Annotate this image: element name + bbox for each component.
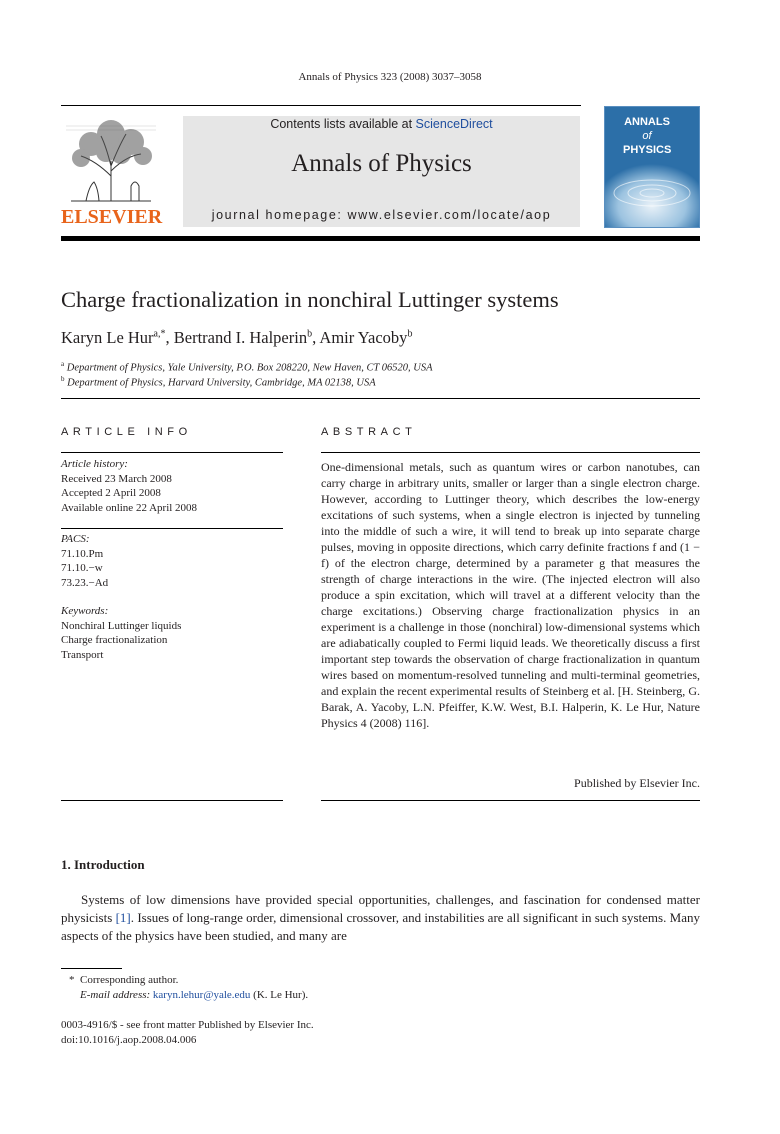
contents-prefix: Contents lists available at: [270, 117, 416, 131]
contents-line: [183, 117, 580, 131]
footnote-mark: *: [69, 974, 75, 986]
abstract-rule: [321, 452, 700, 453]
footnote: [61, 973, 308, 1003]
intro-text-end: . Issues of long-range order, dimensional crossover, and instabilities are all significant in such systems. Many aspects of the physics have been studied, and many are: [61, 910, 700, 943]
corresponding-author: Corresponding author.: [80, 974, 179, 986]
author-affiliation-mark[interactable]: b: [307, 328, 313, 340]
cover-title: [623, 115, 671, 157]
cover-title-line1: ANNALS: [624, 116, 670, 128]
author-affiliation-mark[interactable]: a,*: [153, 328, 166, 340]
affiliation-mark: b: [61, 375, 65, 383]
pacs-code: 73.23.−Ad: [61, 576, 109, 589]
pacs-code: 71.10.Pm: [61, 547, 104, 560]
affiliation-text: Department of Physics, Harvard University, Cambridge, MA 02138, USA: [67, 377, 376, 389]
article-info-bottom-rule: [61, 800, 283, 801]
email-suffix: (K. Le Hur).: [250, 989, 309, 1001]
author-name[interactable]: Bertrand I. Halperin: [173, 328, 308, 347]
keywords-block: [61, 604, 283, 662]
history-received: Received 23 March 2008: [61, 472, 172, 485]
cover-title-line3: PHYSICS: [623, 144, 672, 156]
author-separator: ,: [312, 328, 320, 347]
abstract-bottom-rule: [321, 800, 700, 801]
article-info-heading: ARTICLE INFO: [61, 426, 192, 438]
journal-homepage[interactable]: journal homepage: www.elsevier.com/locate/aop: [211, 208, 552, 222]
affiliation: [61, 375, 376, 389]
history-label: Article history:: [61, 458, 128, 470]
author-list: [61, 328, 412, 348]
header-rule: [61, 105, 581, 106]
front-rule: [61, 398, 700, 399]
keyword: Nonchiral Luttinger liquids: [61, 619, 182, 632]
pacs-block: [61, 532, 283, 590]
journal-citation: Annals of Physics 323 (2008) 3037–3058: [298, 71, 482, 83]
intro-text-start: Systems of low dimensions have provided special opportunities, challenges, and fascination for condensed matter physicists: [61, 892, 700, 925]
affiliation: [61, 360, 433, 374]
abstract-heading: ABSTRACT: [321, 426, 417, 438]
elsevier-wordmark: ELSEVIER: [61, 206, 163, 228]
keyword: Charge fractionalization: [61, 634, 168, 647]
journal-cover: [604, 106, 700, 228]
affiliation-mark: a: [61, 360, 65, 368]
keywords-label: Keywords:: [61, 605, 109, 617]
abstract-text: One-dimensional metals, such as quantum wires or carbon nanotubes, can carry charge in arbitrary units, smaller or larger than a single electron charge. However, according to Luttinger theory, which describes the low-energy excitations of such systems, when a single electron is injected by tunneling into the middle of such a wire, it will tend to break up into separate charge pulses, moving in opposite directions, which carry definite fractions f and (1 − f) of the electron charge, determined by a parameter g that measures the strength of charge interactions in the wire. (The injected electron will also produce a spin excitation, which will travel at a different velocity than the charge excitations.) Observing charge fractionalization physics in an experiment is a challenge in those (nonchiral) low-dimensional systems which are adiabatically coupled to Fermi liquid leads. We theoretically discuss a first important step towards the observation of charge fractionalization in quantum wires based on momentum-resolved tunneling and multi-terminal geometries, and explain the recent experimental results of Steinberg et al. [H. Steinberg, G. Barak, A. Yacoby, L.N. Pfeiffer, K.W. West, B.I. Halperin, K. Le Hur, Nature Physics 4 (2008) 116].: [321, 460, 700, 730]
article-info-rule: [61, 452, 283, 453]
affiliation-text: Department of Physics, Yale University, P.O. Box 208220, New Haven, CT 06520, USA: [66, 362, 433, 374]
email-label: E-mail address:: [80, 989, 151, 1001]
footnote-rule: [61, 968, 122, 969]
author-name[interactable]: Amir Yacoby: [319, 328, 408, 347]
introduction-paragraph: [61, 891, 700, 945]
published-by: Published by Elsevier Inc.: [574, 776, 700, 790]
author-affiliation-mark[interactable]: b: [407, 328, 413, 340]
section-heading-introduction: 1. Introduction: [61, 857, 145, 872]
pacs-label: PACS:: [61, 533, 90, 545]
issn-line: 0003-4916/$ - see front matter Published by Elsevier Inc.: [61, 1019, 314, 1031]
keyword: Transport: [61, 648, 104, 661]
history-online: Available online 22 April 2008: [61, 501, 198, 514]
email-link[interactable]: karyn.lehur@yale.edu: [152, 989, 251, 1001]
reference-link[interactable]: [1]: [115, 910, 131, 925]
article-info-rule: [61, 528, 283, 529]
author-separator: ,: [165, 328, 174, 347]
doi-line[interactable]: doi:10.1016/j.aop.2008.04.006: [61, 1033, 197, 1046]
pacs-code: 71.10.−w: [61, 562, 103, 575]
cover-title-line2: of: [642, 130, 652, 142]
journal-title: Annals of Physics: [291, 150, 472, 177]
author-name[interactable]: Karyn Le Hur: [61, 328, 154, 347]
history-accepted: Accepted 2 April 2008: [61, 487, 161, 500]
article-history: [61, 457, 283, 515]
header-thick-rule: [61, 236, 700, 241]
sciencedirect-link[interactable]: ScienceDirect: [415, 117, 493, 131]
paper-title: Charge fractionalization in nonchiral Luttinger systems: [61, 287, 559, 312]
front-matter: [61, 1018, 314, 1047]
